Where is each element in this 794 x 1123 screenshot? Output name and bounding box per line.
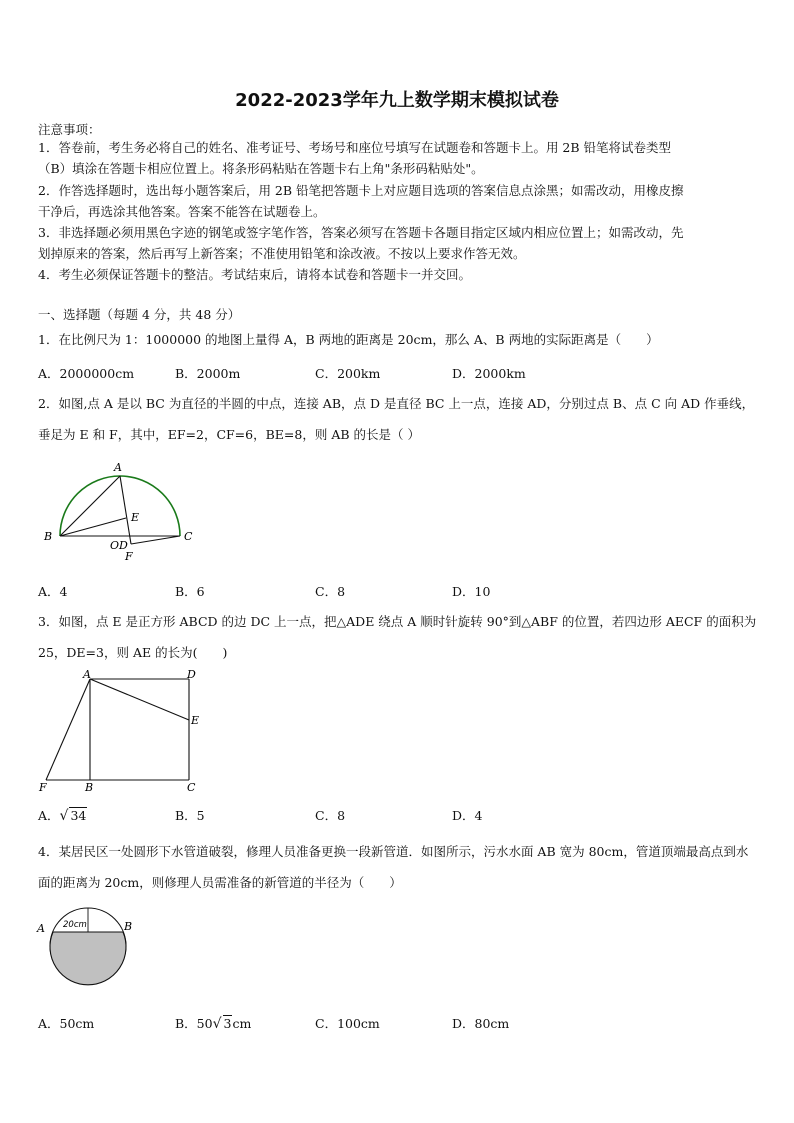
question-4-stem: 4．某居民区一处圆形下水管道破裂，修理人员准备更换一段新管道．如图所示，污水水面 AB 宽为 80cm，管道顶端最高点到水面的距离为 20cm，则修理人员需准备的新管道的半径为（ ）: [38, 844, 749, 890]
notes-line: 2．作答选择题时，选出每小题答案后，用 2B 铅笔把答题卡上对应题目选项的答案信息点涂黑；如需改动，用橡皮擦: [38, 183, 684, 198]
option-c: C．100cm: [315, 1016, 380, 1031]
notes-line: 4．考生必须保证答题卡的整洁。考试结束后，请将本试卷和答题卡一并交回。: [38, 267, 471, 282]
segment-ae: [90, 679, 189, 720]
option-c: C．200km: [315, 366, 381, 381]
segment-ad: [120, 476, 131, 544]
label-e: E: [131, 511, 140, 524]
label-20cm: 20cm: [63, 920, 87, 930]
option-c: C．8: [315, 808, 346, 823]
question-2-figure: [38, 458, 198, 566]
label-a: A: [83, 668, 91, 681]
label-a: A: [114, 461, 122, 474]
label-b: B: [124, 920, 133, 933]
option-a: A．√ 34: [38, 808, 87, 824]
question-2-stem: 2．如图,点 A 是以 BC 为直径的半圆的中点，连接 AB，点 D 是直径 BC 上一点，连接 AD，分别过点 B、点 C 向 AD 作垂线，垂足为 E 和 F，其中，EF=2，CF=6，BE=8，则 AB 的长是（ ）: [38, 396, 755, 442]
question-3-stem: 3．如图，点 E 是正方形 ABCD 的边 DC 上一点，把△ADE 绕点 A 顺时针旋转 90°到△ABF 的位置，若四边形 AECF 的面积为 25，DE=3，则 AE 的长为( ): [38, 614, 757, 660]
label-o: O: [110, 539, 120, 552]
label-b: B: [85, 781, 94, 794]
option-d: D．10: [452, 584, 491, 599]
label-f: F: [39, 781, 47, 794]
option-b: B．5: [175, 808, 205, 823]
label-b: B: [44, 530, 53, 543]
option-a: A．4: [38, 584, 68, 599]
option-b: B．2000m: [175, 366, 241, 381]
notes-heading: 注意事项：: [38, 122, 101, 137]
option-c: C．8: [315, 584, 346, 599]
water-region: [50, 932, 126, 985]
segment-cf: [131, 536, 180, 544]
notes-line: 1．答卷前，考生务必将自己的姓名、准考证号、考场号和座位号填写在试题卷和答题卡上。用 2B 铅笔将试卷类型: [38, 140, 672, 155]
section-heading: 一、选择题（每题 4 分，共 48 分）: [38, 307, 241, 322]
label-e: E: [191, 714, 200, 727]
question-1-options: [38, 364, 738, 384]
label-f: F: [125, 550, 133, 563]
notes-line: （B）填涂在答题卡相应位置上。将条形码粘贴在答题卡右上角"条形码粘贴处"。: [38, 161, 484, 176]
label-c: C: [184, 530, 193, 543]
option-d: D．2000km: [452, 366, 526, 381]
page-title: 2022-2023学年九上数学期末模拟试卷: [235, 90, 559, 111]
question-2-options: [38, 582, 738, 602]
option-b: B．6: [175, 584, 205, 599]
option-a: A．50cm: [38, 1016, 95, 1031]
option-d: D．4: [452, 808, 483, 823]
segment-af: [46, 679, 90, 780]
segment-ab: [60, 476, 120, 536]
semicircle-arc: [60, 476, 180, 536]
notes-line: 划掉原来的答案，然后再写上新答案；不准使用铅笔和涂改液。不按以上要求作答无效。: [38, 246, 526, 261]
label-d: D: [119, 539, 128, 552]
segment-be: [60, 518, 126, 536]
label-d: D: [187, 668, 196, 681]
question-3-figure: [36, 666, 208, 794]
notes-line: 干净后，再选涂其他答案。答案不能答在试题卷上。: [38, 204, 326, 219]
option-b: B．50√ 3cm: [175, 1016, 252, 1032]
label-c: C: [187, 781, 196, 794]
question-1-stem: 1．在比例尺为 1：1000000 的地图上量得 A，B 两地的距离是 20cm，那么 A、B 两地的实际距离是（ ）: [38, 332, 659, 347]
label-a: A: [37, 922, 45, 935]
option-a: A．2000000cm: [38, 366, 135, 381]
option-d: D．80cm: [452, 1016, 510, 1031]
notes-line: 3．非选择题必须用黑色字迹的钢笔或签字笔作答，答案必须写在答题卡各题目指定区域内相应位置上；如需改动，先: [38, 225, 684, 240]
question-4-figure: [36, 906, 146, 992]
question-4-options: [38, 1014, 738, 1034]
question-3-options: [38, 806, 738, 826]
